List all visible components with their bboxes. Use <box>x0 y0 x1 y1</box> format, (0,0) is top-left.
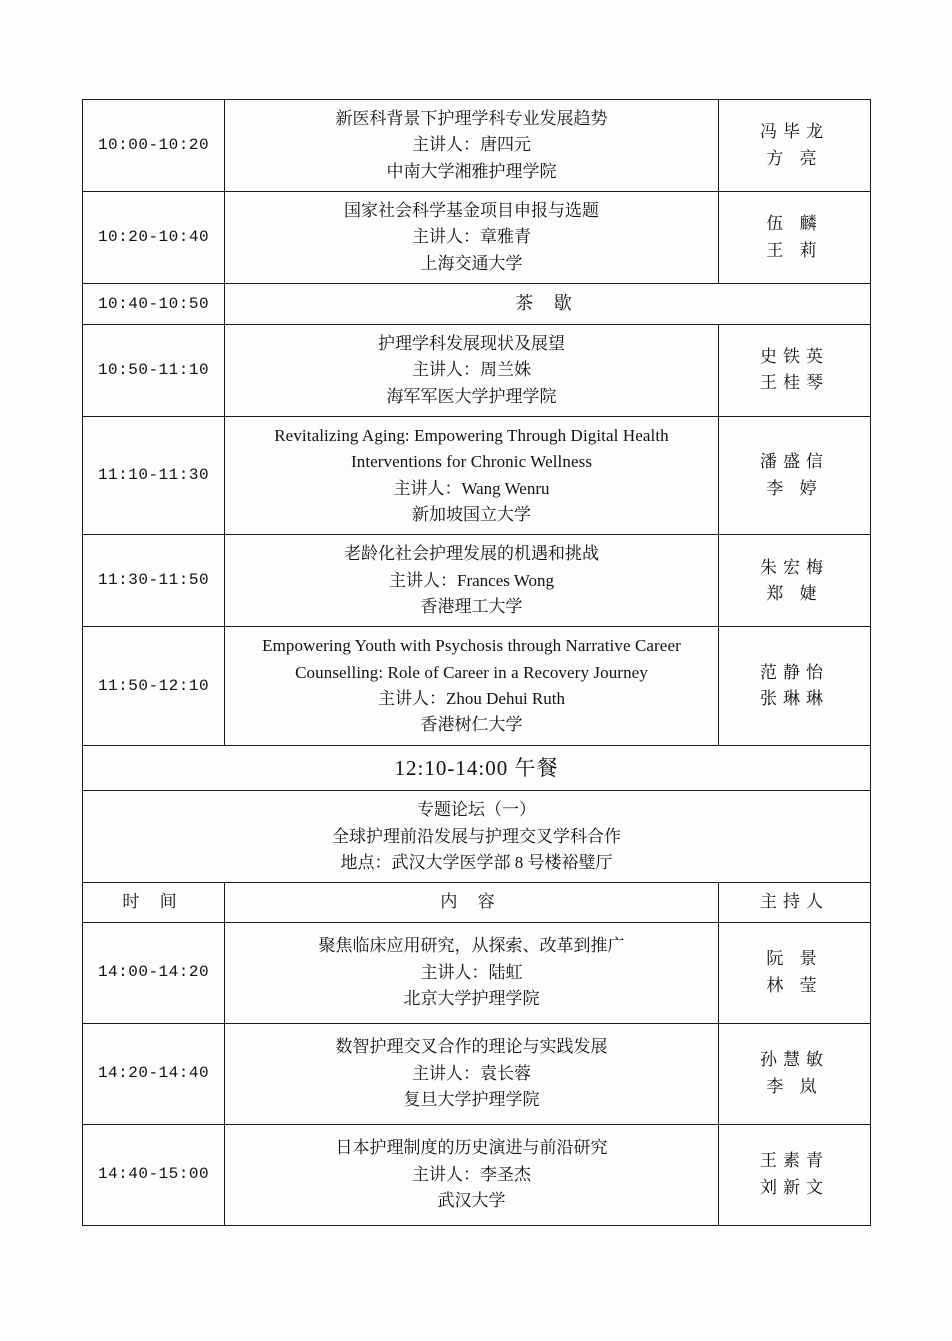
table-row <box>83 324 871 416</box>
table-header-row <box>83 883 871 922</box>
host-name: 王桂琴 <box>760 373 829 393</box>
host-name: 林 莹 <box>766 975 823 995</box>
session-affiliation: 新加坡国立大学 <box>412 505 531 525</box>
lunch-label: 12:10-14:00 午餐 <box>83 745 871 791</box>
host-name: 方 亮 <box>766 148 823 168</box>
table-row-forum <box>83 791 871 883</box>
forum-name: 专题论坛（一） <box>417 800 536 820</box>
table-row-lunch <box>83 745 871 791</box>
column-header-time: 时 间 <box>83 883 225 922</box>
session-hosts <box>719 627 871 745</box>
forum-venue: 地点：武汉大学医学部 8 号楼裕璧厅 <box>340 853 613 872</box>
session-time: 11:30-11:50 <box>83 535 225 627</box>
session-hosts <box>719 324 871 416</box>
session-hosts <box>719 1023 871 1124</box>
session-content <box>225 535 719 627</box>
host-name: 朱宏梅 <box>760 557 829 577</box>
session-content <box>225 1023 719 1124</box>
table-row <box>83 535 871 627</box>
session-affiliation: 香港树仁大学 <box>420 715 523 735</box>
session-hosts <box>719 922 871 1023</box>
session-title-cont: Counselling: Role of Career in a Recovery Journey <box>295 662 648 682</box>
session-title: 日本护理制度的历史演进与前沿研究 <box>335 1138 608 1158</box>
session-speaker: 主讲人：唐四元 <box>412 135 531 155</box>
host-name: 范静怡 <box>760 662 829 682</box>
session-affiliation: 香港理工大学 <box>420 597 523 617</box>
session-affiliation: 中南大学湘雅护理学院 <box>386 161 557 181</box>
session-title-cont: Interventions for Chronic Wellness <box>350 452 593 472</box>
session-content <box>225 1124 719 1225</box>
forum-info <box>83 791 871 883</box>
session-affiliation: 海军军医大学护理学院 <box>386 386 557 406</box>
session-time: 10:00-10:20 <box>83 100 225 192</box>
session-speaker: 主讲人：李圣杰 <box>412 1164 531 1184</box>
session-time: 14:40-15:00 <box>83 1124 225 1225</box>
session-content <box>225 192 719 284</box>
session-time: 10:50-11:10 <box>83 324 225 416</box>
host-name: 李 婷 <box>766 478 823 498</box>
session-title: 国家社会科学基金项目申报与选题 <box>344 201 599 221</box>
session-title: 聚焦临床应用研究，从探索、改革到推广 <box>318 936 625 956</box>
host-name: 王素青 <box>760 1151 829 1171</box>
table-row <box>83 922 871 1023</box>
host-name: 李 岚 <box>766 1076 823 1096</box>
session-title: Empowering Youth with Psychosis through Narrative Career <box>262 636 681 656</box>
session-title: 护理学科发展现状及展望 <box>378 333 565 353</box>
session-speaker: 主讲人：周兰姝 <box>412 360 531 380</box>
host-name: 郑 婕 <box>766 583 823 603</box>
session-hosts <box>719 416 871 534</box>
session-title: 数智护理交叉合作的理论与实践发展 <box>335 1037 608 1057</box>
session-time: 14:20-14:40 <box>83 1023 225 1124</box>
table-row-break <box>83 284 871 325</box>
session-time: 11:10-11:30 <box>83 416 225 534</box>
session-time: 11:50-12:10 <box>83 627 225 745</box>
table-row <box>83 1124 871 1225</box>
host-name: 王 莉 <box>766 240 823 260</box>
table-row <box>83 416 871 534</box>
break-time: 10:40-10:50 <box>83 284 225 325</box>
session-content <box>225 100 719 192</box>
table-row <box>83 100 871 192</box>
session-speaker: 主讲人：章雅青 <box>412 227 531 247</box>
session-speaker: 主讲人：Zhou Dehui Ruth <box>378 689 565 709</box>
table-row <box>83 627 871 745</box>
session-affiliation: 北京大学护理学院 <box>403 988 540 1008</box>
table-row <box>83 192 871 284</box>
forum-theme: 全球护理前沿发展与护理交叉学科合作 <box>332 826 621 846</box>
host-name: 张琳琳 <box>760 689 829 709</box>
host-name: 阮 景 <box>766 949 823 969</box>
host-name: 史铁英 <box>760 347 829 367</box>
column-header-content: 内 容 <box>225 883 719 922</box>
break-label: 茶 歇 <box>225 284 871 325</box>
session-affiliation: 武汉大学 <box>437 1190 506 1210</box>
session-time: 10:20-10:40 <box>83 192 225 284</box>
session-content <box>225 324 719 416</box>
session-hosts <box>719 1124 871 1225</box>
session-speaker: 主讲人：陆虹 <box>420 962 523 982</box>
table-row <box>83 1023 871 1124</box>
column-header-host: 主持人 <box>719 883 871 922</box>
session-affiliation: 复旦大学护理学院 <box>403 1089 540 1109</box>
session-content <box>225 922 719 1023</box>
host-name: 潘盛信 <box>760 452 829 472</box>
session-speaker: 主讲人：袁长蓉 <box>412 1063 531 1083</box>
host-name: 刘新文 <box>760 1177 829 1197</box>
session-title: Revitalizing Aging: Empowering Through Digital Health <box>274 425 669 445</box>
host-name: 孙慧敏 <box>760 1050 829 1070</box>
session-title: 老龄化社会护理发展的机遇和挑战 <box>344 544 599 564</box>
session-hosts <box>719 100 871 192</box>
session-content <box>225 416 719 534</box>
conference-schedule-table <box>82 99 871 1226</box>
session-hosts <box>719 535 871 627</box>
session-time: 14:00-14:20 <box>83 922 225 1023</box>
host-name: 冯毕龙 <box>760 122 829 142</box>
session-speaker: 主讲人：Frances Wong <box>389 570 554 590</box>
session-content <box>225 627 719 745</box>
session-speaker: 主讲人：Wang Wenru <box>393 478 550 498</box>
session-title: 新医科背景下护理学科专业发展趋势 <box>335 109 608 128</box>
session-hosts <box>719 192 871 284</box>
host-name: 伍 麟 <box>766 214 823 234</box>
session-affiliation: 上海交通大学 <box>420 253 523 273</box>
